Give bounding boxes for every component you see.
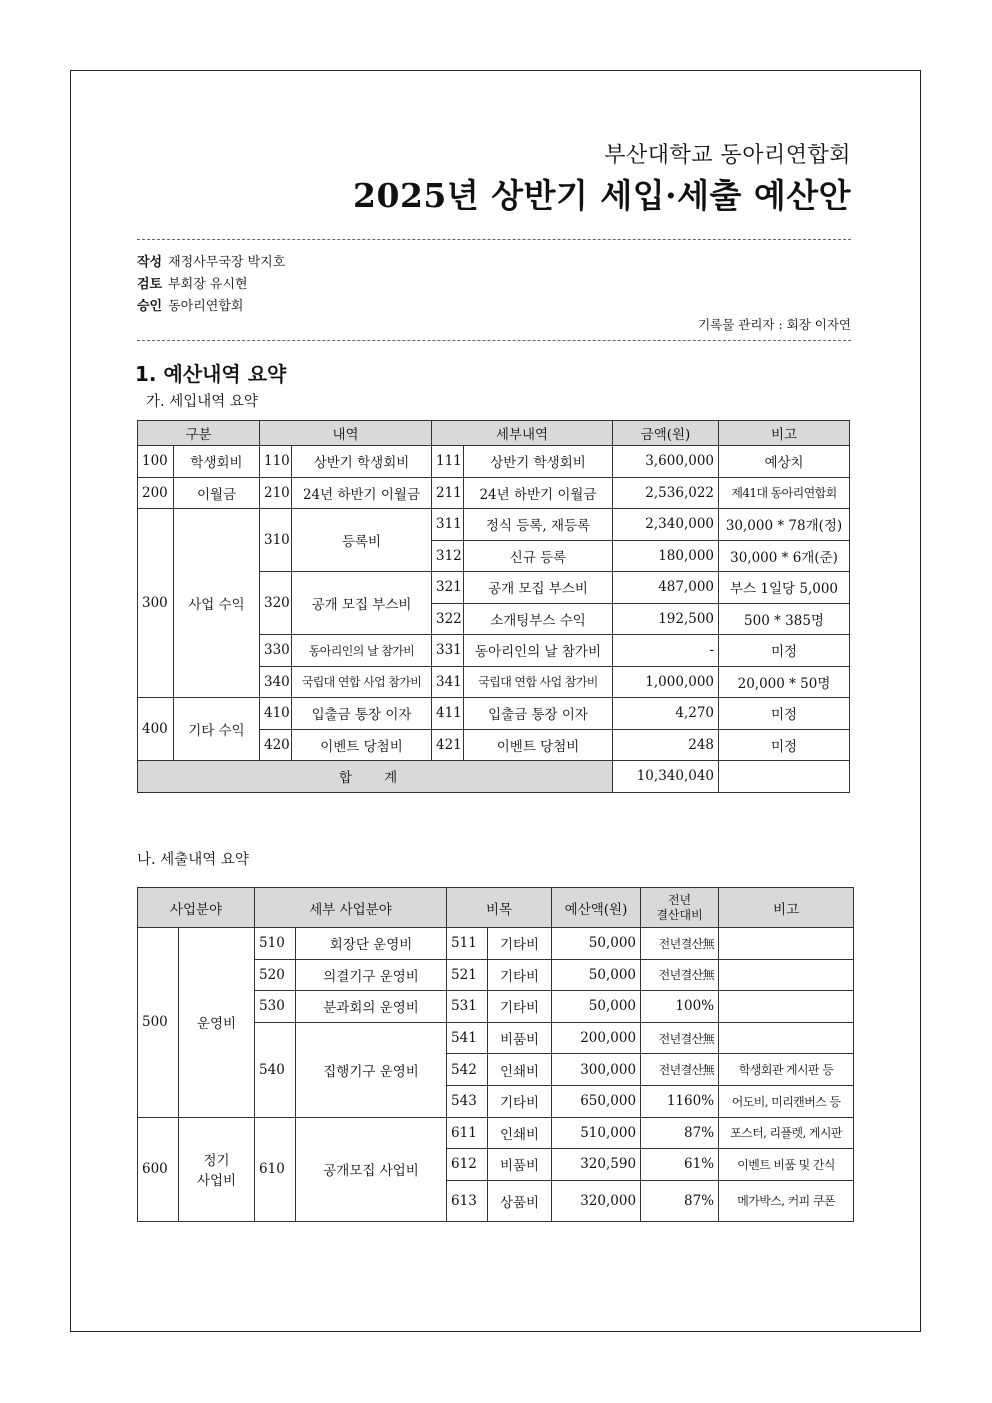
amount: 2,536,022 — [613, 477, 719, 509]
budget: 50,000 — [552, 959, 641, 991]
organization-name: 부산대학교 동아리연합회 — [604, 143, 851, 168]
detail-name: 정식 등록, 재등록 — [464, 509, 613, 541]
item-name: 등록비 — [292, 509, 432, 572]
section-title: 1. 예산내역 요약 — [135, 362, 287, 386]
budget: 300,000 — [552, 1054, 641, 1086]
category-name: 학생회비 — [174, 446, 260, 478]
budget: 510,000 — [552, 1117, 641, 1149]
header-subfield: 세부 사업분야 — [255, 888, 447, 928]
field-name-line2: 사업비 — [196, 1173, 237, 1190]
field-name-line1: 정기 — [203, 1153, 230, 1170]
table-row — [138, 928, 854, 960]
item-name: 동아리인의 날 참가비 — [292, 635, 432, 667]
header-item: 내역 — [260, 421, 432, 446]
field-code: 600 — [138, 1117, 179, 1221]
amount: 3,600,000 — [613, 446, 719, 478]
category-name: 기타 수익 — [174, 698, 260, 761]
prev-compare: 100% — [641, 991, 719, 1023]
note: 500 * 385명 — [719, 603, 850, 635]
prev-compare: 1160% — [641, 1085, 719, 1117]
detail-code: 411 — [432, 698, 464, 730]
prev-compare: 87% — [641, 1180, 719, 1221]
note: 20,000 * 50명 — [719, 666, 850, 698]
header-amount: 금액(원) — [613, 421, 719, 446]
prev-compare: 전년결산無 — [641, 959, 719, 991]
meta-author — [137, 251, 285, 270]
detail-name: 입출금 통장 이자 — [464, 698, 613, 730]
note — [719, 991, 854, 1023]
amount: 248 — [613, 729, 719, 761]
revenue-table — [137, 420, 850, 793]
account-code: 542 — [447, 1054, 488, 1086]
subfield-code: 520 — [255, 959, 296, 991]
total-row — [138, 761, 850, 793]
item-code: 210 — [260, 477, 292, 509]
author-value: 재정사무국장 박지호 — [168, 255, 286, 270]
amount: - — [613, 635, 719, 667]
category-code: 400 — [138, 698, 174, 761]
budget: 200,000 — [552, 1022, 641, 1054]
item-code: 320 — [260, 572, 292, 635]
table-row — [138, 698, 850, 730]
subfield-name: 공개모집 사업비 — [296, 1117, 447, 1221]
note — [719, 959, 854, 991]
expense-title: 나. 세출내역 요약 — [137, 852, 249, 868]
category-code: 200 — [138, 477, 174, 509]
table-row — [138, 509, 850, 541]
item-name: 입출금 통장 이자 — [292, 698, 432, 730]
note: 미정 — [719, 698, 850, 730]
detail-code: 211 — [432, 477, 464, 509]
account-name: 기타비 — [488, 991, 552, 1023]
note: 어도비, 미리캔버스 등 — [719, 1085, 854, 1117]
total-amount: 10,340,040 — [613, 761, 719, 793]
header-note: 비고 — [719, 421, 850, 446]
document-title: 2025년 상반기 세입·세출 예산안 — [353, 176, 851, 215]
subfield-code: 510 — [255, 928, 296, 960]
item-name: 상반기 학생회비 — [292, 446, 432, 478]
category-code: 100 — [138, 446, 174, 478]
note: 30,000 * 78개(정) — [719, 509, 850, 541]
budget: 650,000 — [552, 1085, 641, 1117]
account-name: 인쇄비 — [488, 1054, 552, 1086]
account-name: 상품비 — [488, 1180, 552, 1221]
header-category: 구분 — [138, 421, 260, 446]
header-account: 비목 — [447, 888, 552, 928]
category-name: 이월금 — [174, 477, 260, 509]
revenue-title: 가. 세입내역 요약 — [146, 394, 258, 410]
detail-name: 신규 등록 — [464, 540, 613, 572]
subfield-name: 집행기구 운영비 — [296, 1022, 447, 1117]
amount: 487,000 — [613, 572, 719, 604]
note: 포스터, 리플렛, 게시판 — [719, 1117, 854, 1149]
detail-name: 국립대 연합 사업 참가비 — [464, 666, 613, 698]
account-name: 인쇄비 — [488, 1117, 552, 1149]
review-label: 검토 — [137, 277, 163, 292]
detail-code: 312 — [432, 540, 464, 572]
note: 미정 — [719, 729, 850, 761]
item-name: 공개 모집 부스비 — [292, 572, 432, 635]
note — [719, 928, 854, 960]
subfield-name: 의결기구 운영비 — [296, 959, 447, 991]
note: 이벤트 비품 및 간식 — [719, 1149, 854, 1181]
detail-name: 24년 하반기 이월금 — [464, 477, 613, 509]
detail-name: 상반기 학생회비 — [464, 446, 613, 478]
detail-code: 331 — [432, 635, 464, 667]
note: 30,000 * 6개(준) — [719, 540, 850, 572]
account-code: 521 — [447, 959, 488, 991]
amount: 180,000 — [613, 540, 719, 572]
detail-name: 동아리인의 날 참가비 — [464, 635, 613, 667]
subfield-code: 540 — [255, 1022, 296, 1117]
account-code: 613 — [447, 1180, 488, 1221]
detail-code: 421 — [432, 729, 464, 761]
table-header-row — [138, 888, 854, 928]
item-code: 330 — [260, 635, 292, 667]
account-name: 비품비 — [488, 1149, 552, 1181]
detail-code: 322 — [432, 603, 464, 635]
note: 메가박스, 커피 쿠폰 — [719, 1180, 854, 1221]
header-prev-compare — [641, 888, 719, 928]
budget: 50,000 — [552, 928, 641, 960]
review-value: 부회장 유시현 — [168, 277, 248, 292]
total-note — [719, 761, 850, 793]
subfield-name: 분과회의 운영비 — [296, 991, 447, 1023]
note: 제41대 동아리연합회 — [719, 477, 850, 509]
detail-code: 311 — [432, 509, 464, 541]
amount: 192,500 — [613, 603, 719, 635]
subfield-code: 610 — [255, 1117, 296, 1221]
divider-bottom — [137, 340, 851, 341]
header-detail: 세부내역 — [432, 421, 613, 446]
header-field: 사업분야 — [138, 888, 255, 928]
item-name: 국립대 연합 사업 참가비 — [292, 666, 432, 698]
amount: 2,340,000 — [613, 509, 719, 541]
item-code: 310 — [260, 509, 292, 572]
approve-label: 승인 — [137, 299, 163, 314]
account-code: 511 — [447, 928, 488, 960]
account-name: 기타비 — [488, 1085, 552, 1117]
detail-code: 321 — [432, 572, 464, 604]
account-code: 531 — [447, 991, 488, 1023]
account-name: 비품비 — [488, 1022, 552, 1054]
prev-compare: 61% — [641, 1149, 719, 1181]
amount: 1,000,000 — [613, 666, 719, 698]
detail-name: 소개팅부스 수익 — [464, 603, 613, 635]
divider-top — [137, 239, 851, 240]
subfield-name: 회장단 운영비 — [296, 928, 447, 960]
table-row — [138, 446, 850, 478]
item-code: 110 — [260, 446, 292, 478]
archivist: 기록물 관리자 : 회장 이자연 — [698, 317, 851, 332]
amount: 4,270 — [613, 698, 719, 730]
note: 학생회관 게시판 등 — [719, 1054, 854, 1086]
detail-code: 341 — [432, 666, 464, 698]
account-code: 543 — [447, 1085, 488, 1117]
header-prev-line1: 전년 — [667, 892, 692, 907]
header-budget: 예산액(원) — [552, 888, 641, 928]
prev-compare: 전년결산無 — [641, 928, 719, 960]
prev-compare: 전년결산無 — [641, 1054, 719, 1086]
field-name — [179, 1117, 255, 1221]
expense-table — [137, 887, 854, 1222]
note: 미정 — [719, 635, 850, 667]
meta-review — [137, 273, 248, 292]
budget: 320,000 — [552, 1180, 641, 1221]
meta-approve — [137, 295, 243, 314]
prev-compare: 전년결산無 — [641, 1022, 719, 1054]
prev-compare: 87% — [641, 1117, 719, 1149]
approve-value: 동아리연합회 — [168, 299, 244, 314]
header-note: 비고 — [719, 888, 854, 928]
item-code: 410 — [260, 698, 292, 730]
item-code: 420 — [260, 729, 292, 761]
budget: 50,000 — [552, 991, 641, 1023]
detail-name: 공개 모집 부스비 — [464, 572, 613, 604]
detail-code: 111 — [432, 446, 464, 478]
field-code: 500 — [138, 928, 179, 1118]
category-name: 사업 수익 — [174, 509, 260, 698]
account-name: 기타비 — [488, 928, 552, 960]
subfield-code: 530 — [255, 991, 296, 1023]
note — [719, 1022, 854, 1054]
detail-name: 이벤트 당첨비 — [464, 729, 613, 761]
account-code: 611 — [447, 1117, 488, 1149]
table-row — [138, 477, 850, 509]
header-prev-line2: 결산대비 — [656, 907, 703, 922]
account-code: 612 — [447, 1149, 488, 1181]
table-header-row — [138, 421, 850, 446]
note: 예상치 — [719, 446, 850, 478]
total-label: 합 계 — [138, 761, 613, 793]
table-row — [138, 1117, 854, 1149]
category-code: 300 — [138, 509, 174, 698]
account-name: 기타비 — [488, 959, 552, 991]
field-name: 운영비 — [179, 928, 255, 1118]
item-name: 24년 하반기 이월금 — [292, 477, 432, 509]
item-name: 이벤트 당첨비 — [292, 729, 432, 761]
author-label: 작성 — [137, 255, 163, 270]
item-code: 340 — [260, 666, 292, 698]
budget: 320,590 — [552, 1149, 641, 1181]
account-code: 541 — [447, 1022, 488, 1054]
note: 부스 1일당 5,000 — [719, 572, 850, 604]
